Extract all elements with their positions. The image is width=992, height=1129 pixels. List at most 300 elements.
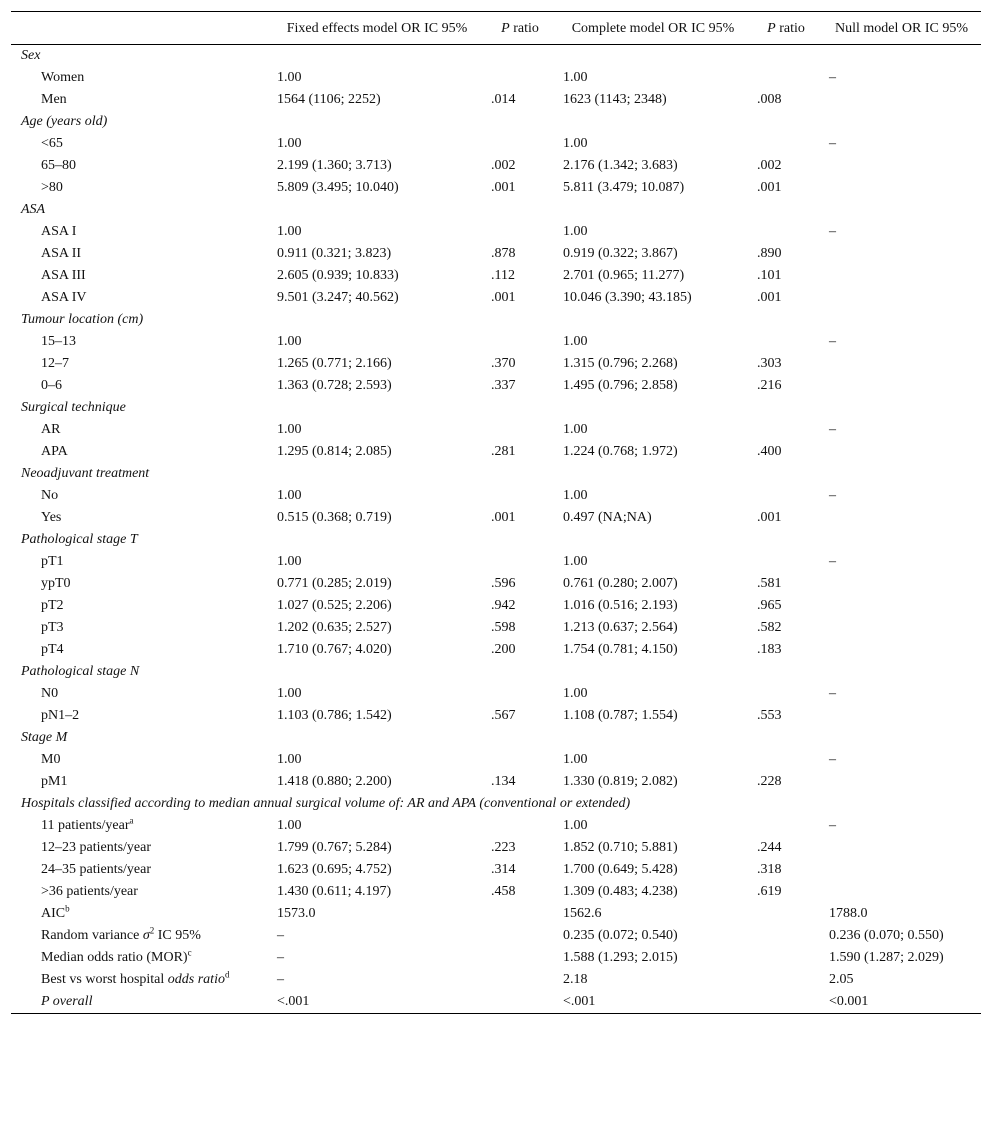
- null-model-value: –: [829, 752, 836, 767]
- null-model-value: [822, 265, 981, 287]
- fixed-effects-value: 1.00: [277, 752, 302, 767]
- row-label: [11, 221, 270, 243]
- summary-row-best-worst: [11, 969, 981, 991]
- complete-model-value: 2.176 (1.342; 3.683): [563, 158, 678, 173]
- footnote-marker: d: [224, 969, 230, 980]
- sigma-symbol: σ: [142, 928, 150, 943]
- results-table: [11, 11, 981, 1014]
- table-row: [11, 551, 981, 573]
- fixed-effects-value: 1.710 (0.767; 4.020): [277, 642, 392, 657]
- row-label: [11, 859, 270, 881]
- complete-model-value: 1.224 (0.768; 1.972): [563, 444, 678, 459]
- table-row: [11, 485, 981, 507]
- row-label-text: pT4: [41, 642, 64, 657]
- header-blank: [11, 12, 270, 45]
- row-label-text: 15–13: [41, 334, 76, 349]
- null-model-value: [822, 89, 981, 111]
- header-p-ratio-2: [750, 12, 822, 45]
- footnote-marker: a: [129, 815, 134, 826]
- row-label-text: 12–23 patients/year: [41, 840, 152, 855]
- fixed-effects-value: 1.103 (0.786; 1.542): [277, 708, 392, 723]
- fixed-effects-value: 1.00: [277, 818, 302, 833]
- table-row: [11, 573, 981, 595]
- group-row: [11, 309, 981, 331]
- row-label: [11, 771, 270, 793]
- table-row: [11, 221, 981, 243]
- p-ratio-2-value: .001: [757, 510, 782, 525]
- null-model-value: [822, 441, 981, 463]
- null-model-value: –: [829, 554, 836, 569]
- complete-model-value: 1.213 (0.637; 2.564): [563, 620, 678, 635]
- table-row: [11, 155, 981, 177]
- p-overall-label: P overall: [41, 994, 93, 1009]
- row-label: [11, 683, 270, 705]
- p-ratio-1-value: .370: [491, 356, 516, 371]
- table-row: [11, 177, 981, 199]
- fixed-effects-value: 1.00: [277, 554, 302, 569]
- fixed-effects-value: 1.623 (0.695; 4.752): [277, 862, 392, 877]
- row-label: [11, 837, 270, 859]
- squared-marker: 2: [149, 925, 155, 936]
- table-row: [11, 243, 981, 265]
- p-ratio-2-value: [750, 67, 822, 89]
- table-row: [11, 771, 981, 793]
- table-row: [11, 815, 981, 837]
- complete-model-value: 1.00: [563, 334, 588, 349]
- null-model-value: –: [829, 136, 836, 151]
- complete-model-value: 1.754 (0.781; 4.150): [563, 642, 678, 657]
- summary-label: [11, 969, 270, 991]
- row-label: [11, 881, 270, 903]
- p-ratio-1-value: .337: [491, 378, 516, 393]
- fixed-effects-value: 0.771 (0.285; 2.019): [277, 576, 392, 591]
- null-model-value: 1788.0: [829, 906, 868, 921]
- footnote-marker: b: [65, 903, 70, 914]
- row-label-text: ypT0: [41, 576, 71, 591]
- table-row: [11, 683, 981, 705]
- row-label: [11, 89, 270, 111]
- fixed-effects-value: 1.00: [277, 334, 302, 349]
- p-ratio-2-value: .582: [757, 620, 782, 635]
- header-p-ratio-1: [484, 12, 556, 45]
- row-label-text: ASA I: [41, 224, 77, 239]
- row-label: [11, 265, 270, 287]
- null-model-value: [822, 705, 981, 727]
- row-label-text: pT1: [41, 554, 64, 569]
- p-ratio-1-value: .567: [491, 708, 516, 723]
- null-model-value: 0.236 (0.070; 0.550): [829, 928, 944, 943]
- complete-model-value: 1.330 (0.819; 2.082): [563, 774, 678, 789]
- p-ratio-2-value: .183: [757, 642, 782, 657]
- row-label-text: ASA II: [41, 246, 82, 261]
- group-title: Stage M: [21, 730, 68, 745]
- p-ratio-1-value: .002: [491, 158, 516, 173]
- row-label-text: 24–35 patients/year: [41, 862, 152, 877]
- fixed-effects-value: 1.00: [277, 70, 302, 85]
- row-label-text: 65–80: [41, 158, 76, 173]
- null-model-value: [822, 595, 981, 617]
- p-ratio-1-value: .281: [491, 444, 516, 459]
- summary-row-mor: [11, 947, 981, 969]
- p-ratio-1-value: [484, 925, 556, 947]
- group-row: [11, 397, 981, 419]
- null-model-value: <0.001: [829, 994, 869, 1009]
- null-model-value: [822, 177, 981, 199]
- complete-model-value: 1.700 (0.649; 5.428): [563, 862, 678, 877]
- complete-model-value: 2.18: [563, 972, 588, 987]
- group-row: [11, 529, 981, 551]
- group-title: Hospitals classified according to median annual surgical volume of: AR and APA (conventional or extended): [21, 796, 631, 811]
- null-model-value: [822, 155, 981, 177]
- group-row: [11, 727, 981, 749]
- row-label: [11, 287, 270, 309]
- row-label-text: APA: [41, 444, 68, 459]
- row-label-text: 11 patients/year: [41, 818, 130, 833]
- row-label: [11, 353, 270, 375]
- fixed-effects-value: 1.00: [277, 422, 302, 437]
- fixed-effects-value: 1564 (1106; 2252): [277, 92, 381, 107]
- row-label: [11, 551, 270, 573]
- table-row: [11, 617, 981, 639]
- p-ratio-1-value: [484, 683, 556, 705]
- summary-row-aic: [11, 903, 981, 925]
- p-ratio-1-value: [484, 485, 556, 507]
- header-null-model: Null model OR IC 95%: [835, 21, 968, 36]
- complete-model-value: <.001: [563, 994, 596, 1009]
- table-row: [11, 881, 981, 903]
- null-model-value: [822, 507, 981, 529]
- null-model-value: [822, 287, 981, 309]
- p-ratio-2-value: .303: [757, 356, 782, 371]
- variance-label-pre: Random variance: [41, 928, 143, 943]
- row-label-text: No: [41, 488, 59, 503]
- table-row: [11, 133, 981, 155]
- p-ratio-2-value: .553: [757, 708, 782, 723]
- complete-model-value: 1.108 (0.787; 1.554): [563, 708, 678, 723]
- fixed-effects-value: 2.605 (0.939; 10.833): [277, 268, 399, 283]
- group-title: Pathological stage N: [21, 664, 140, 679]
- fixed-effects-value: 2.199 (1.360; 3.713): [277, 158, 392, 173]
- complete-model-value: 1.00: [563, 488, 588, 503]
- table-row: [11, 353, 981, 375]
- p-ratio-2-value: [750, 419, 822, 441]
- table-row: [11, 595, 981, 617]
- complete-model-value: 1.00: [563, 136, 588, 151]
- fixed-effects-value: 1.00: [277, 224, 302, 239]
- null-model-value: –: [829, 818, 836, 833]
- p-ratio-2-value: .619: [757, 884, 782, 899]
- null-model-value: 2.05: [829, 972, 854, 987]
- group-title: Surgical technique: [21, 400, 126, 415]
- null-model-value: 1.590 (1.287; 2.029): [829, 950, 944, 965]
- variance-label-post: IC 95%: [154, 928, 201, 943]
- row-label-text: AR: [41, 422, 61, 437]
- p-ratio-1-value: .458: [491, 884, 516, 899]
- row-label: [11, 639, 270, 661]
- best-worst-label-italic: odds ratio: [167, 972, 225, 987]
- null-model-value: [822, 573, 981, 595]
- group-title: Pathological stage T: [21, 532, 138, 547]
- best-worst-label-pre: Best vs worst hospital: [41, 972, 168, 987]
- p-ratio-1-value: [484, 133, 556, 155]
- p-ratio-2-value: .101: [757, 268, 782, 283]
- row-label: [11, 331, 270, 353]
- p-ratio-1-value: .223: [491, 840, 516, 855]
- complete-model-value: 1.495 (0.796; 2.858): [563, 378, 678, 393]
- group-title: Neoadjuvant treatment: [21, 466, 150, 481]
- row-label-text: >80: [41, 180, 63, 195]
- table-row: [11, 859, 981, 881]
- p-ratio-1-value: [484, 551, 556, 573]
- header-p-1-rest: ratio: [509, 21, 539, 36]
- complete-model-value: 5.811 (3.479; 10.087): [563, 180, 685, 195]
- p-ratio-2-value: .581: [757, 576, 782, 591]
- header-fixed-effects: Fixed effects model OR IC 95%: [286, 21, 468, 36]
- p-ratio-1-value: [484, 991, 556, 1014]
- summary-label: [11, 947, 270, 969]
- table-row: [11, 331, 981, 353]
- null-model-value: [822, 639, 981, 661]
- row-label-text: pN1–2: [41, 708, 80, 723]
- p-ratio-2-value: .244: [757, 840, 782, 855]
- row-label: [11, 375, 270, 397]
- null-model-value: –: [829, 334, 836, 349]
- table-body: [11, 45, 981, 1014]
- complete-model-value: 1.00: [563, 554, 588, 569]
- summary-row-variance: [11, 925, 981, 947]
- complete-model-value: 1.016 (0.516; 2.193): [563, 598, 678, 613]
- p-ratio-2-value: .228: [757, 774, 782, 789]
- summary-label: [11, 991, 270, 1014]
- p-ratio-2-value: .965: [757, 598, 782, 613]
- row-label-text: pT3: [41, 620, 64, 635]
- p-ratio-2-value: .002: [757, 158, 782, 173]
- fixed-effects-value: 1573.0: [277, 906, 316, 921]
- row-label-text: ASA IV: [41, 290, 87, 305]
- fixed-effects-value: 9.501 (3.247; 40.562): [277, 290, 399, 305]
- p-ratio-2-value: [750, 331, 822, 353]
- header-p-2-rest: ratio: [775, 21, 805, 36]
- table-row: [11, 705, 981, 727]
- complete-model-value: 0.235 (0.072; 0.540): [563, 928, 678, 943]
- group-row: [11, 463, 981, 485]
- p-ratio-2-value: [750, 815, 822, 837]
- row-label: [11, 243, 270, 265]
- p-ratio-1-value: [484, 903, 556, 925]
- p-ratio-2-value: [750, 903, 822, 925]
- fixed-effects-value: –: [277, 972, 284, 987]
- p-ratio-1-value: .200: [491, 642, 516, 657]
- fixed-effects-value: 1.202 (0.635; 2.527): [277, 620, 392, 635]
- fixed-effects-value: 0.911 (0.321; 3.823): [277, 246, 392, 261]
- group-row: [11, 793, 981, 815]
- table-row: [11, 265, 981, 287]
- aic-label: AIC: [41, 906, 66, 921]
- complete-model-value: 0.919 (0.322; 3.867): [563, 246, 678, 261]
- group-title: Sex: [21, 48, 41, 63]
- row-label-text: pT2: [41, 598, 64, 613]
- header-p-2-italic: P: [767, 21, 776, 36]
- complete-model-value: 1.309 (0.483; 4.238): [563, 884, 678, 899]
- mor-label: Median odds ratio (MOR): [41, 950, 188, 965]
- p-ratio-2-value: [750, 221, 822, 243]
- p-ratio-2-value: .890: [757, 246, 782, 261]
- summary-row-p-overall: [11, 991, 981, 1014]
- null-model-value: [822, 771, 981, 793]
- row-label-text: ASA III: [41, 268, 86, 283]
- footnote-marker: c: [187, 947, 192, 958]
- fixed-effects-value: 1.027 (0.525; 2.206): [277, 598, 392, 613]
- table-row: [11, 67, 981, 89]
- row-label-text: pM1: [41, 774, 68, 789]
- null-model-value: [822, 375, 981, 397]
- complete-model-value: 1.00: [563, 422, 588, 437]
- summary-label: [11, 903, 270, 925]
- p-ratio-1-value: .001: [491, 180, 516, 195]
- row-label-text: 0–6: [41, 378, 62, 393]
- fixed-effects-value: 1.295 (0.814; 2.085): [277, 444, 392, 459]
- row-label-text: Women: [41, 70, 85, 85]
- complete-model-value: 1.00: [563, 686, 588, 701]
- null-model-value: –: [829, 686, 836, 701]
- complete-model-value: 10.046 (3.390; 43.185): [563, 290, 692, 305]
- p-ratio-2-value: [750, 133, 822, 155]
- null-model-value: [822, 353, 981, 375]
- p-ratio-2-value: [750, 551, 822, 573]
- p-ratio-1-value: [484, 969, 556, 991]
- table-row: [11, 749, 981, 771]
- complete-model-value: 1.00: [563, 70, 588, 85]
- p-ratio-1-value: .878: [491, 246, 516, 261]
- p-ratio-1-value: .942: [491, 598, 516, 613]
- fixed-effects-value: –: [277, 950, 284, 965]
- complete-model-value: 1.588 (1.293; 2.015): [563, 950, 678, 965]
- row-label: [11, 595, 270, 617]
- group-row: [11, 661, 981, 683]
- row-label: [11, 617, 270, 639]
- p-ratio-2-value: .400: [757, 444, 782, 459]
- row-label-text: M0: [41, 752, 61, 767]
- p-ratio-2-value: [750, 683, 822, 705]
- row-label: [11, 705, 270, 727]
- p-ratio-2-value: .008: [757, 92, 782, 107]
- row-label-text: <65: [41, 136, 63, 151]
- null-model-value: [822, 859, 981, 881]
- fixed-effects-value: –: [277, 928, 284, 943]
- p-ratio-1-value: .014: [491, 92, 516, 107]
- p-ratio-1-value: .596: [491, 576, 516, 591]
- p-ratio-2-value: .216: [757, 378, 782, 393]
- row-label: [11, 815, 270, 837]
- p-ratio-2-value: [750, 749, 822, 771]
- null-model-value: [822, 881, 981, 903]
- fixed-effects-value: 1.418 (0.880; 2.200): [277, 774, 392, 789]
- header-p-1-italic: P: [501, 21, 510, 36]
- fixed-effects-value: 5.809 (3.495; 10.040): [277, 180, 399, 195]
- table-header: [11, 12, 981, 45]
- null-model-value: –: [829, 224, 836, 239]
- p-ratio-1-value: [484, 419, 556, 441]
- p-ratio-2-value: [750, 485, 822, 507]
- p-ratio-1-value: .134: [491, 774, 516, 789]
- p-ratio-1-value: [484, 221, 556, 243]
- p-ratio-2-value: .318: [757, 862, 782, 877]
- p-ratio-2-value: [750, 991, 822, 1014]
- table-row: [11, 375, 981, 397]
- fixed-effects-value: <.001: [277, 994, 310, 1009]
- p-ratio-1-value: [484, 749, 556, 771]
- row-label: [11, 419, 270, 441]
- complete-model-value: 1.00: [563, 752, 588, 767]
- row-label: [11, 507, 270, 529]
- p-ratio-1-value: .314: [491, 862, 516, 877]
- p-ratio-1-value: .598: [491, 620, 516, 635]
- p-ratio-1-value: [484, 947, 556, 969]
- null-model-value: [822, 617, 981, 639]
- p-ratio-1-value: .001: [491, 510, 516, 525]
- header-row: [11, 12, 981, 45]
- complete-model-value: 0.497 (NA;NA): [563, 510, 652, 525]
- p-ratio-2-value: [750, 925, 822, 947]
- table-row: [11, 639, 981, 661]
- row-label: [11, 155, 270, 177]
- group-title: ASA: [21, 202, 46, 217]
- p-ratio-2-value: [750, 969, 822, 991]
- fixed-effects-value: 1.00: [277, 136, 302, 151]
- fixed-effects-value: 1.00: [277, 686, 302, 701]
- complete-model-value: 1.00: [563, 818, 588, 833]
- row-label-text: >36 patients/year: [41, 884, 138, 899]
- group-title: Age (years old): [21, 114, 108, 129]
- row-label-text: Yes: [41, 510, 62, 525]
- group-title: Tumour location (cm): [21, 312, 144, 327]
- complete-model-value: 2.701 (0.965; 11.277): [563, 268, 685, 283]
- null-model-value: [822, 243, 981, 265]
- complete-model-value: 1.852 (0.710; 5.881): [563, 840, 678, 855]
- group-row: [11, 199, 981, 221]
- fixed-effects-value: 1.00: [277, 488, 302, 503]
- table-row: [11, 89, 981, 111]
- row-label-text: N0: [41, 686, 59, 701]
- row-label: [11, 573, 270, 595]
- p-ratio-2-value: [750, 947, 822, 969]
- table-row: [11, 837, 981, 859]
- row-label-text: 12–7: [41, 356, 69, 371]
- p-ratio-1-value: [484, 67, 556, 89]
- fixed-effects-value: 1.430 (0.611; 4.197): [277, 884, 392, 899]
- row-label: [11, 133, 270, 155]
- row-label: [11, 749, 270, 771]
- row-label: [11, 67, 270, 89]
- p-ratio-1-value: [484, 331, 556, 353]
- complete-model-value: 0.761 (0.280; 2.007): [563, 576, 678, 591]
- group-row: [11, 45, 981, 68]
- fixed-effects-value: 0.515 (0.368; 0.719): [277, 510, 392, 525]
- table-row: [11, 441, 981, 463]
- row-label-text: Men: [41, 92, 67, 107]
- fixed-effects-value: 1.799 (0.767; 5.284): [277, 840, 392, 855]
- p-ratio-1-value: .001: [491, 290, 516, 305]
- row-label: [11, 177, 270, 199]
- null-model-value: [822, 837, 981, 859]
- row-label: [11, 441, 270, 463]
- row-label: [11, 485, 270, 507]
- complete-model-value: 1623 (1143; 2348): [563, 92, 667, 107]
- table-row: [11, 507, 981, 529]
- table-row: [11, 287, 981, 309]
- complete-model-value: 1.315 (0.796; 2.268): [563, 356, 678, 371]
- group-row: [11, 111, 981, 133]
